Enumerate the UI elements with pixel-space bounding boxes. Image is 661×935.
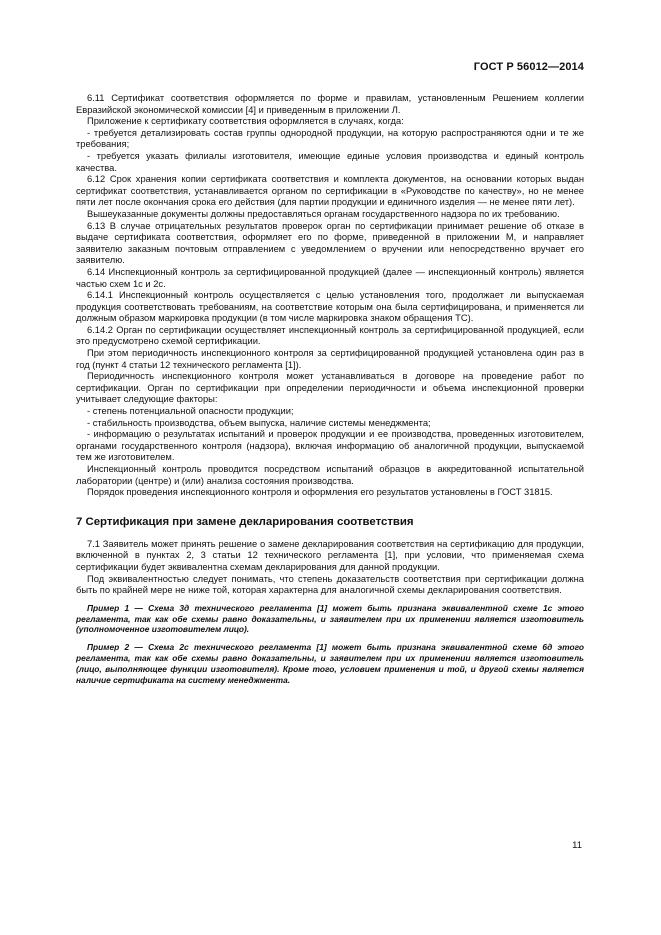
paragraph-7-1: 7.1 Заявитель может принять решение о замене декларирования соответствия на сертификацию для продукции, включенной в пунктах 2, 3 статьи 12 технического регламента [1], при условии, что применяемая схема сертификации будет эквивалентна схемам декларирования для данной продукции. <box>76 538 584 572</box>
document-body <box>76 93 584 685</box>
paragraph-6-14: 6.14 Инспекционный контроль за сертифицированной продукцией (далее — инспекционный контроль) является частью схем 1с и 2с. <box>76 266 584 289</box>
paragraph-6-12: 6.12 Срок хранения копии сертификата соответствия и комплекта документов, на основании которых выдан сертификат соответствия, устанавливается органом по сертификации в «Руководстве по качеству», но не менее пяти лет после окончания срока его действия (для партии продукции и единичного изделия — не менее пяти лет). <box>76 174 584 208</box>
list-item: - стабильность производства, объем выпуска, наличие системы менеджмента; <box>87 417 431 428</box>
example-1: Пример 1 — Схема 3д технического регламента [1] может быть признана эквивалентной схеме 1с этого регламента, так как обе схемы равно доказательны, и заявителем при их применении является изготовитель (уполномоченное изготовителем лицо). <box>76 602 584 635</box>
example-2: Пример 2 — Схема 2с технического регламента [1] может быть признана эквивалентной схеме 6д этого регламента, так как обе схемы равно доказательны, и заявителем при их применении является изготовитель (лицо, выполняющее функции изготовителя). Кроме того, условием применения и той, и другой схемы является наличие сертификата на систему менеджмента. <box>76 642 584 685</box>
paragraph: Периодичность инспекционного контроля может устанавливаться в договоре на проведение работ по сертификации. Орган по сертификации при определении периодичности и объема инспекционной проверки учитывает следующие факторы: <box>76 371 584 405</box>
paragraph-6-14-1: 6.14.1 Инспекционный контроль осуществляется с целью установления того, продолжает ли выпускаемая продукция соответствовать требованиям, на соответствие которым она была сертифицирована, и применяется ли должным образом маркировка продукции (в том числе маркировка знаком обращения ТС). <box>76 290 584 324</box>
list-item: - требуется детализировать состав группы однородной продукции, на которую распространяются одни и те же требования; <box>76 127 584 150</box>
paragraph: Под эквивалентностью следует понимать, что степень доказательств соответствия при сертификации должна быть по крайней мере не ниже той, которая характерна для аналогичной схемы декларирования соответствия. <box>76 573 584 596</box>
paragraph: Вышеуказанные документы должны предоставляться органам государственного надзора по их требованию. <box>87 208 560 219</box>
paragraph-6-11: 6.11 Сертификат соответствия оформляется по форме и правилам, установленным Решением коллегии Евразийской экономической комиссии [4] и приведенным в приложении Л. <box>76 93 584 115</box>
paragraph: При этом периодичность инспекционного контроля за сертифицированной продукцией установлена один раз в год (пункт 4 статьи 12 технического регламента [1]). <box>76 348 584 370</box>
list-item: - информацию о результатах испытаний и проверок продукции и ее производства, проведенных изготовителем, органами государственного контроля (надзора), включая информацию об аналогичной продукции, выпускаемой тем же изготовителем. <box>76 429 584 463</box>
list-item: - степень потенциальной опасности продукции; <box>87 406 294 417</box>
paragraph: Порядок проведения инспекционного контроля и оформления его результатов установлены в ГОСТ 31815. <box>87 487 553 498</box>
paragraph: Приложение к сертификату соответствия оформляется в случаях, когда: <box>87 116 404 127</box>
paragraph-6-14-2: 6.14.2 Орган по сертификации осуществляет инспекционный контроль за сертифицированной продукцией, если это предусмотрено схемой сертификации. <box>76 324 584 347</box>
page-number: 11 <box>572 840 582 851</box>
paragraph: Инспекционный контроль проводится посредством испытаний образцов в аккредитованной испытательной лаборатории (центре) и (или) анализа состояния производства. <box>76 464 584 486</box>
paragraph-6-13: 6.13 В случае отрицательных результатов проверок орган по сертификации принимает решение об отказе в выдаче сертификата соответствия, оформляет его по форме, приведенной в приложении М, и направляет заявителю заказным почтовым отправлением с уведомлением о вручении или непосредственно вручает его заявителю. <box>76 220 584 266</box>
standard-header: ГОСТ Р 56012—2014 <box>473 61 584 73</box>
list-item: - требуется указать филиалы изготовителя, имеющие единые условия производства и единый контроль качества. <box>76 150 584 173</box>
section-7-title: 7 Сертификация при замене декларирования соответствия <box>76 515 414 528</box>
